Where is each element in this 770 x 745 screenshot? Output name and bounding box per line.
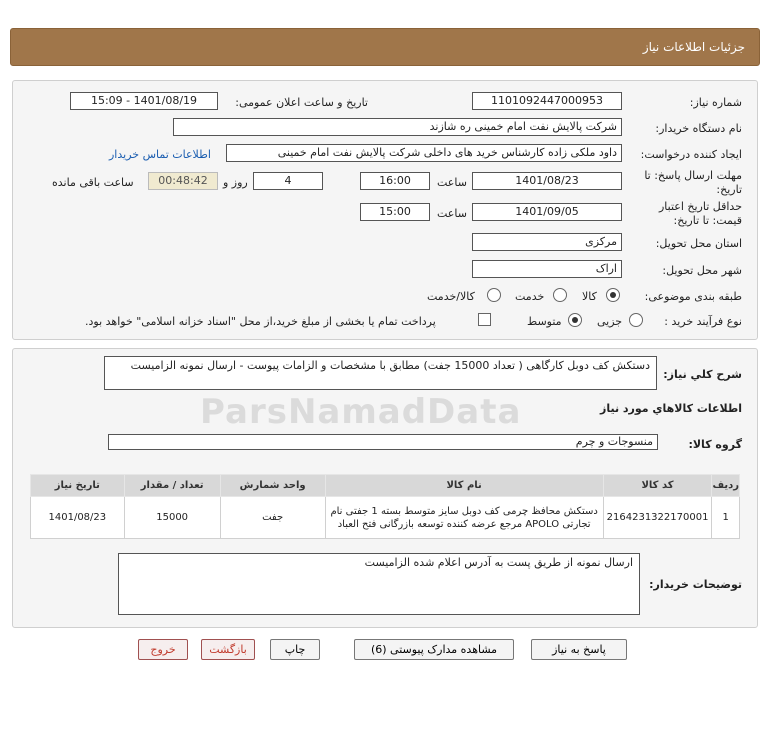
cell-name: دستکش محافظ چرمی کف دوبل سایز متوسط بسته 1 جفتی نام تجارتی APOLO مرجع عرضه کننده توسعه بازرگانی فتح العباد	[325, 497, 603, 539]
table-header-row	[31, 475, 740, 497]
col-header-unit: واحد شمارش	[220, 475, 325, 497]
summary-field: دستکش کف دوبل کارگاهی ( تعداد 15000 جفت) مطابق با مشخصات و الزامات پیوست - ارسال نمونه الزامیست	[104, 356, 657, 390]
category-label: طبقه بندی موضوعی:	[644, 290, 742, 303]
process-radio-medium[interactable]	[568, 313, 582, 327]
category-option-service: خدمت	[515, 290, 545, 303]
category-radio-goods-service[interactable]	[487, 288, 501, 302]
col-header-row-no: ردیف	[712, 475, 740, 497]
cell-date: 1401/08/23	[31, 497, 125, 539]
watermark: ParsNamadData	[200, 392, 522, 432]
page-header	[10, 28, 760, 66]
need-number-label: شماره نیاز:	[689, 96, 742, 109]
validity-label: حداقل تاریخ اعتبار	[658, 200, 742, 213]
reply-button[interactable]: پاسخ به نیاز	[531, 639, 627, 660]
cell-quantity: 15000	[124, 497, 220, 539]
cell-row-no: 1	[712, 497, 740, 539]
treasury-payment-note: پرداخت تمام یا بخشی از مبلغ خرید،از محل "اسناد خزانه اسلامی" خواهد بود.	[85, 315, 436, 328]
process-radio-minor[interactable]	[629, 313, 643, 327]
process-label: نوع فرآیند خرید :	[664, 315, 742, 328]
col-header-quantity: تعداد / مقدار	[124, 475, 220, 497]
col-header-code: کد کالا	[603, 475, 712, 497]
days-label: روز و	[223, 176, 248, 189]
province-label: استان محل تحویل:	[655, 237, 742, 250]
summary-label: شرح کلي نياز:	[663, 368, 742, 381]
process-option-medium: متوسط	[527, 315, 562, 328]
reply-time-field: 16:00	[360, 172, 430, 190]
creator-field: داود ملکی زاده کارشناس خرید های داخلی شرکت پالایش نفت امام خمینی	[226, 144, 622, 162]
reply-deadline-label: مهلت ارسال پاسخ: تا	[644, 169, 742, 182]
creator-label: ایجاد کننده درخواست:	[640, 148, 742, 161]
reply-time-label: ساعت	[437, 176, 467, 189]
goods-table	[30, 474, 740, 539]
province-field: مرکزی	[472, 233, 622, 251]
cell-unit: جفت	[220, 497, 325, 539]
validity-date-field: 1401/09/05	[472, 203, 622, 221]
reply-deadline-label-2: تاریخ:	[716, 183, 742, 196]
view-attachments-button[interactable]: مشاهده مدارک پیوستی (6)	[354, 639, 514, 660]
category-option-goods: کالا	[582, 290, 597, 303]
col-header-date: تاریخ نیاز	[31, 475, 125, 497]
col-header-name: نام کالا	[325, 475, 603, 497]
category-option-goods-service: کالا/خدمت	[427, 290, 475, 303]
city-field: اراک	[472, 260, 622, 278]
goods-group-label: گروه کالا:	[688, 438, 742, 451]
buyer-org-label: نام دستگاه خریدار:	[655, 122, 742, 135]
announce-field: 1401/08/19 - 15:09	[70, 92, 218, 110]
city-label: شهر محل تحویل:	[662, 264, 742, 277]
need-number-field: 1101092447000953	[472, 92, 622, 110]
goods-info-title: اطلاعات کالاهاي مورد نياز	[600, 402, 742, 415]
category-radio-goods[interactable]	[606, 288, 620, 302]
validity-time-field: 15:00	[360, 203, 430, 221]
back-button[interactable]: بازگشت	[201, 639, 255, 660]
goods-group-field: منسوجات و چرم	[108, 434, 658, 450]
buyer-notes-label: توضیحات خریدار:	[649, 578, 742, 591]
remaining-label: ساعت باقی مانده	[52, 176, 134, 189]
treasury-payment-checkbox[interactable]	[478, 313, 491, 326]
contact-buyer-link[interactable]: اطلاعات تماس خریدار	[109, 148, 211, 161]
cell-code: 2164231322170001	[603, 497, 712, 539]
category-radio-service[interactable]	[553, 288, 567, 302]
process-option-minor: جزیی	[597, 315, 623, 328]
buyer-org-field: شرکت پالایش نفت امام خمینی ره شازند	[173, 118, 622, 136]
table-row	[31, 497, 740, 539]
validity-label-2: قیمت: تا تاریخ:	[673, 214, 742, 227]
buyer-notes-field: ارسال نمونه از طریق پست به آدرس اعلام شده الزامیست	[118, 553, 640, 615]
days-field: 4	[253, 172, 323, 190]
page-title: جزئیات اطلاعات نیاز	[642, 40, 745, 54]
exit-button[interactable]: خروج	[138, 639, 188, 660]
remaining-time-field: 00:48:42	[148, 172, 218, 190]
validity-time-label: ساعت	[437, 207, 467, 220]
print-button[interactable]: چاپ	[270, 639, 320, 660]
announce-label: تاریخ و ساعت اعلان عمومی:	[235, 96, 368, 109]
reply-date-field: 1401/08/23	[472, 172, 622, 190]
